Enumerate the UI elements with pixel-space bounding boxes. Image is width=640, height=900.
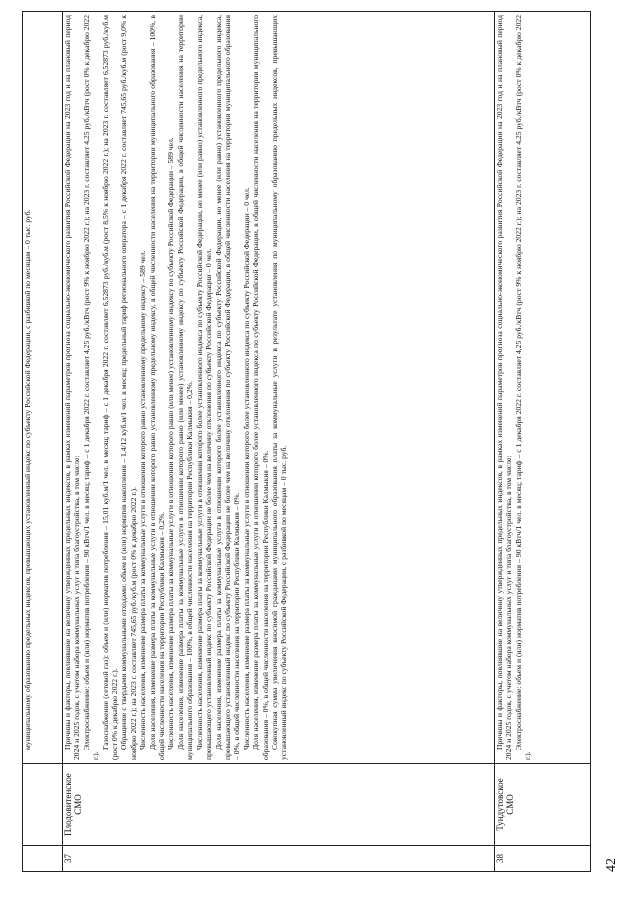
municipal-index-table [22,11,591,872]
paragraph: Электроснабжение: объем и (или) норматив потребления – 90 кВтч/1 чел. в месяц; тариф – с 1 декабря 2022 г. составляет 4,25 руб./кВтч (рост 9% к ноябрю 2022 г.); на 2023 г. составляет 4,25 руб./кВтч (рост 0% к декабрю 2022 г.). [81,15,101,760]
municipality-name [23,764,63,846]
paragraph: Причины и факторы, повлиявшие на величину утвержденных предельных индексов, в рамках изменений параметров прогноза социально-экономического развития Российской Федерации на 2023 год и на плановый период 2024 и 2025 годов, с учетом набора коммунальных услуг и типа благоустройства, в том числе: [495,15,514,760]
row-number: 38 [495,846,591,872]
row-description [495,12,591,764]
paragraph: Причины и факторы, повлиявшие на величину утвержденных предельных индексов, в рамках изменений параметров прогноза социально-экономического развития Российской Федерации на 2023 год и на плановый период 2024 и 2025 годов, с учетом набора коммунальных услуг и типа благоустройства, в том числе: [63,15,82,760]
row-number [23,846,63,872]
paragraph: Газоснабжение (сетевой газ): объем и (или) норматив потребления – 15,01 куб.м/1 чел. в месяц; тариф – с 1 декабря 2022 г. составляет 6,52873 руб./куб.м (рост 8,5% к ноябрю 2022 г.); на 2023 г. составляет 6,52873 руб./куб.м (рост 0% к декабрю 2022 г.). [100,15,120,760]
row-number: 37 [63,846,495,872]
paragraph: Доля населения, изменение размера платы за коммунальные услуги в отношении которого более установленного индекса по субъекту Российской Федерации, в общей численности населения на территории муниципального образования – 0%, в общей численности населения на территории Республики Калмыкия – 0%. [251,15,270,760]
paragraph: Обращение с твердыми коммунальными отходами: объем и (или) норматив накопления – 1,4/12 куб.м/1 чел. в месяц; предельный тариф регионального оператора – с 1 декабря 2022 г. составляет 745,65 руб./куб.м (рост 9,0% к ноябрю 2022 г.); на 2023 г. составляет 745,65 руб./куб.м (рост 0% к декабрю 2022 г.). [119,15,138,760]
paragraph: Численность населения, изменение размера платы за коммунальные услуги в отношении которого более установленного индекса по субъекту Российской Федерации, но менее (или равно) установленного предельного индекса, превышающего установленный индекс по субъекту Российской Федерации не более чем на величину отклонения по субъекту Российской Федерации – 0 чел. [194,15,214,760]
page-number: 42 [604,858,619,872]
paragraph: Совокупная сумма увеличения вносимой гражданами муниципального образования платы за коммунальные услуги в результате установления по муниципальному образованию предельных индексов, превышающих установленный индекс по субъекту Российской Федерации, с разбивкой по месяцам – 0 тыс. руб. [269,15,289,760]
table-row [495,12,591,872]
paragraph: Численность населения, изменение размера платы за коммунальные услуги в отношении которого более установленного индекса по субъекту Российской Федерации – 0 чел. [241,187,251,750]
paragraph: Численность населения, изменение размера платы за коммунальные услуги в отношении которого равно установленному предельному индексу – 589 чел. [138,250,148,750]
paragraph: Численность населения, изменение размера платы за коммунальные услуги в отношении которого равно (или менее) установленному индексу по субъекту Российской Федерации – 589 чел. [166,137,176,750]
paragraph: Доля населения, изменение размера платы за коммунальные услуги в отношении которого равно (или менее) установленному индексу по субъекту Российской Федерации, в общей численности населения на территории муниципального образования – 100%, в общей численности населения на территории Республики Калмыкия – 0,2%. [175,15,195,760]
paragraph: муниципальному образованию предельных индексов, превышающих установленный индекс по субъекту Российской Федерации, с разбивкой по месяцам – 0 тыс. руб. [23,209,32,750]
paragraph: Доля населения, изменение размера платы за коммунальные услуги в отношении которого равно установленному предельному индексу, в общей численности населения на территории муниципального образования – 100%, в общей численности населения на территории Республики Калмыкия – 0,2%. [147,15,167,760]
row-description [23,12,63,764]
paragraph: Доля населения, изменение размера платы за коммунальные услуги в отношении которого более установленного индекса по субъекту Российской Федерации, но менее (или равно) установленного предельного индекса, превышающего установленный индекс по субъекту Российской Федерации не более чем на величину отклонения по субъекту Российской Федерации, в общей численности населения на территории муниципального образования – 0%, в общей численности населения на территории Республики Калмыкия – 0%. [213,15,242,760]
table-row [23,12,63,872]
municipality-name: Тундутовское СМО [495,764,591,846]
row-description [63,12,495,764]
municipality-name: Плодовитенское СМО [63,764,495,846]
paragraph: Электроснабжение: объем и (или) норматив потребления – 90 кВтч/1 чел. в месяц; тариф – с 1 декабря 2022 г. составляет 4,25 руб./кВтч (рост 9% к ноябрю 2022 г.); на 2023 г. составляет 4,25 руб./кВтч (рост 0% к декабрю 2022 г.). [513,15,533,760]
table-row [63,12,495,872]
